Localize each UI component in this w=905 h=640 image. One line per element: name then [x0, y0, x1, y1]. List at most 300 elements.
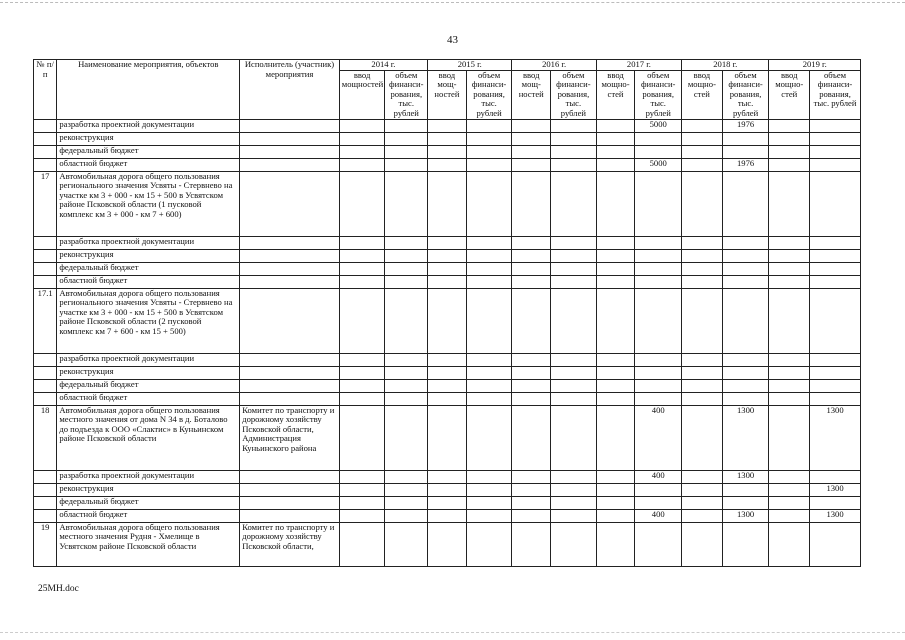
funding-cell [551, 522, 597, 566]
row-name: федеральный бюджет [57, 262, 240, 275]
funding-cell [551, 379, 597, 392]
header-funding: объем финанси-рования, тыс. рублей [551, 70, 597, 119]
funding-cell [551, 366, 597, 379]
capacity-cell [512, 236, 551, 249]
row-name: реконструкция [57, 249, 240, 262]
capacity-cell [682, 158, 723, 171]
funding-cell [551, 262, 597, 275]
row-number [34, 132, 57, 145]
funding-cell: 1300 [810, 483, 861, 496]
funding-cell [635, 236, 682, 249]
funding-cell: 1976 [722, 158, 769, 171]
row-executor: Комитет по транспорту и дорожному хозяйству Псковской области, Администрация Куньинского района [240, 405, 340, 470]
capacity-cell [769, 392, 810, 405]
capacity-cell [596, 119, 635, 132]
row-number [34, 470, 57, 483]
funding-cell: 5000 [635, 119, 682, 132]
capacity-cell [769, 171, 810, 236]
funding-cell [385, 249, 428, 262]
capacity-cell [339, 366, 385, 379]
capacity-cell [512, 379, 551, 392]
footer-filename: 25МН.doc [38, 584, 79, 594]
header-num: № п/п [34, 60, 57, 120]
capacity-cell [596, 353, 635, 366]
funding-cell: 1300 [810, 405, 861, 470]
row-number: 18 [34, 405, 57, 470]
capacity-cell [769, 405, 810, 470]
capacity-cell [769, 158, 810, 171]
funding-cell [385, 158, 428, 171]
capacity-cell [769, 509, 810, 522]
table-row [34, 379, 861, 392]
capacity-cell [428, 158, 467, 171]
table-row [34, 145, 861, 158]
capacity-cell [596, 288, 635, 353]
table-row [34, 275, 861, 288]
row-name: реконструкция [57, 483, 240, 496]
capacity-cell [682, 288, 723, 353]
funding-cell [551, 249, 597, 262]
funding-cell: 400 [635, 509, 682, 522]
row-name: федеральный бюджет [57, 496, 240, 509]
row-number [34, 236, 57, 249]
row-number [34, 379, 57, 392]
header-year: 2019 г. [769, 60, 861, 71]
funding-cell [810, 470, 861, 483]
capacity-cell [596, 158, 635, 171]
capacity-cell [428, 509, 467, 522]
row-number [34, 392, 57, 405]
funding-cell [551, 353, 597, 366]
capacity-cell [682, 483, 723, 496]
row-executor [240, 470, 340, 483]
funding-cell [722, 145, 769, 158]
funding-cell [466, 483, 512, 496]
funding-cell [722, 522, 769, 566]
row-number: 17 [34, 171, 57, 236]
row-name: разработка проектной документации [57, 119, 240, 132]
capacity-cell [596, 236, 635, 249]
funding-cell [722, 379, 769, 392]
capacity-cell [428, 262, 467, 275]
row-executor [240, 119, 340, 132]
row-name: федеральный бюджет [57, 379, 240, 392]
header-year: 2016 г. [512, 60, 596, 71]
capacity-cell [512, 249, 551, 262]
capacity-cell [512, 470, 551, 483]
funding-cell: 1976 [722, 119, 769, 132]
row-name: областной бюджет [57, 392, 240, 405]
table-row [34, 366, 861, 379]
funding-cell [385, 496, 428, 509]
capacity-cell [596, 275, 635, 288]
capacity-cell [596, 392, 635, 405]
funding-cell: 1300 [810, 509, 861, 522]
header-year: 2018 г. [682, 60, 769, 71]
funding-cell [385, 509, 428, 522]
capacity-cell [596, 405, 635, 470]
funding-cell [466, 158, 512, 171]
funding-cell [385, 470, 428, 483]
capacity-cell [596, 366, 635, 379]
capacity-cell [682, 496, 723, 509]
funding-cell [810, 366, 861, 379]
funding-cell [385, 522, 428, 566]
row-number [34, 496, 57, 509]
row-name: разработка проектной документации [57, 470, 240, 483]
capacity-cell [339, 288, 385, 353]
funding-cell [551, 119, 597, 132]
capacity-cell [682, 171, 723, 236]
header-funding: объем финанси-рования, тыс. рублей [722, 70, 769, 119]
table-row [34, 353, 861, 366]
capacity-cell [769, 288, 810, 353]
funding-cell [466, 275, 512, 288]
row-number: 17.1 [34, 288, 57, 353]
funding-cell [635, 392, 682, 405]
capacity-cell [769, 470, 810, 483]
capacity-cell [596, 145, 635, 158]
funding-cell [810, 145, 861, 158]
funding-cell [635, 132, 682, 145]
row-executor [240, 483, 340, 496]
capacity-cell [428, 470, 467, 483]
header-year: 2014 г. [339, 60, 427, 71]
capacity-cell [428, 379, 467, 392]
capacity-cell [339, 236, 385, 249]
funding-cell [551, 171, 597, 236]
funding-cell [466, 353, 512, 366]
capacity-cell [596, 483, 635, 496]
capacity-cell [428, 392, 467, 405]
table-row [34, 236, 861, 249]
funding-cell [466, 392, 512, 405]
capacity-cell [512, 132, 551, 145]
capacity-cell [682, 262, 723, 275]
row-executor [240, 275, 340, 288]
row-number [34, 366, 57, 379]
capacity-cell [596, 509, 635, 522]
funding-cell: 1300 [722, 509, 769, 522]
funding-cell [466, 288, 512, 353]
row-name: областной бюджет [57, 158, 240, 171]
row-number [34, 145, 57, 158]
capacity-cell [339, 249, 385, 262]
funding-cell [466, 262, 512, 275]
scan-edge-top [0, 2, 905, 3]
funding-cell [635, 353, 682, 366]
funding-cell [385, 171, 428, 236]
table-row [34, 132, 861, 145]
capacity-cell [339, 145, 385, 158]
row-executor [240, 288, 340, 353]
capacity-cell [769, 483, 810, 496]
capacity-cell [339, 353, 385, 366]
table-row [34, 405, 861, 470]
capacity-cell [682, 249, 723, 262]
capacity-cell [428, 353, 467, 366]
row-name: областной бюджет [57, 275, 240, 288]
funding-cell: 1300 [722, 405, 769, 470]
funding-cell [810, 275, 861, 288]
capacity-cell [339, 392, 385, 405]
funding-cell [635, 262, 682, 275]
capacity-cell [596, 496, 635, 509]
header-capacity: ввод мощ-ностей [512, 70, 551, 119]
capacity-cell [596, 262, 635, 275]
header-funding: объем финанси-рования, тыс. рублей [385, 70, 428, 119]
header-funding: объем финанси-рования, тыс. рублей [635, 70, 682, 119]
capacity-cell [339, 171, 385, 236]
funding-cell [385, 236, 428, 249]
row-executor [240, 262, 340, 275]
capacity-cell [512, 496, 551, 509]
row-name: Автомобильная дорога общего пользования местного значения от дома N 34 в д. Боталово до подъезда к ООО «Слактис» в Куньинском районе Псковской области [57, 405, 240, 470]
financing-table [33, 59, 861, 567]
capacity-cell [769, 522, 810, 566]
funding-cell [466, 379, 512, 392]
capacity-cell [339, 275, 385, 288]
funding-cell [810, 522, 861, 566]
funding-cell [385, 379, 428, 392]
funding-cell [385, 132, 428, 145]
funding-cell: 400 [635, 470, 682, 483]
capacity-cell [596, 522, 635, 566]
table-row [34, 522, 861, 566]
funding-cell [635, 249, 682, 262]
capacity-cell [769, 496, 810, 509]
row-name: Автомобильная дорога общего пользования местного значения Рудня - Хмелище в Усвятском районе Псковской области [57, 522, 240, 566]
funding-cell [551, 158, 597, 171]
funding-cell [722, 249, 769, 262]
row-name: реконструкция [57, 132, 240, 145]
capacity-cell [428, 275, 467, 288]
header-capacity: ввод мощностей [339, 70, 385, 119]
header-capacity: ввод мощно-стей [682, 70, 723, 119]
row-name: федеральный бюджет [57, 145, 240, 158]
row-number [34, 509, 57, 522]
funding-cell [635, 288, 682, 353]
funding-cell [466, 470, 512, 483]
capacity-cell [682, 366, 723, 379]
capacity-cell [339, 522, 385, 566]
funding-cell [722, 353, 769, 366]
header-capacity: ввод мощно-стей [596, 70, 635, 119]
row-name: областной бюджет [57, 509, 240, 522]
capacity-cell [596, 470, 635, 483]
capacity-cell [428, 522, 467, 566]
capacity-cell [339, 509, 385, 522]
row-name: реконструкция [57, 366, 240, 379]
capacity-cell [428, 132, 467, 145]
row-name: Автомобильная дорога общего пользования регионального значения Усвяты - Стервнево на участке км 3 + 000 - км 15 + 500 в Усвятском районе Псковской области (1 пусковой комплекс км 3 + 000 - км 7 + 600) [57, 171, 240, 236]
table-row [34, 496, 861, 509]
capacity-cell [339, 496, 385, 509]
funding-cell [722, 288, 769, 353]
capacity-cell [682, 275, 723, 288]
capacity-cell [339, 470, 385, 483]
capacity-cell [769, 275, 810, 288]
capacity-cell [512, 288, 551, 353]
capacity-cell [769, 236, 810, 249]
row-number [34, 249, 57, 262]
row-number [34, 483, 57, 496]
table-row [34, 158, 861, 171]
row-executor [240, 132, 340, 145]
capacity-cell [512, 158, 551, 171]
funding-cell [635, 522, 682, 566]
capacity-cell [596, 379, 635, 392]
funding-cell [466, 236, 512, 249]
funding-cell [722, 366, 769, 379]
capacity-cell [596, 249, 635, 262]
header-executor: Исполнитель (участник) мероприятия [240, 60, 340, 120]
capacity-cell [428, 405, 467, 470]
funding-cell [810, 392, 861, 405]
funding-cell [810, 132, 861, 145]
capacity-cell [339, 379, 385, 392]
header-funding: объем финанси-рования, тыс. рублей [466, 70, 512, 119]
capacity-cell [682, 353, 723, 366]
row-executor [240, 158, 340, 171]
capacity-cell [339, 262, 385, 275]
funding-cell [635, 366, 682, 379]
funding-cell [466, 366, 512, 379]
row-number: 19 [34, 522, 57, 566]
funding-cell [551, 288, 597, 353]
row-executor [240, 392, 340, 405]
funding-cell [551, 405, 597, 470]
funding-cell [635, 379, 682, 392]
capacity-cell [339, 158, 385, 171]
header-row-years [34, 60, 861, 71]
capacity-cell [512, 392, 551, 405]
row-name: разработка проектной документации [57, 236, 240, 249]
capacity-cell [428, 288, 467, 353]
funding-cell [722, 171, 769, 236]
capacity-cell [769, 119, 810, 132]
capacity-cell [769, 249, 810, 262]
capacity-cell [682, 392, 723, 405]
funding-cell [385, 405, 428, 470]
capacity-cell [769, 132, 810, 145]
capacity-cell [682, 236, 723, 249]
funding-cell [385, 119, 428, 132]
capacity-cell [428, 236, 467, 249]
capacity-cell [682, 522, 723, 566]
capacity-cell [428, 119, 467, 132]
funding-cell [635, 275, 682, 288]
funding-cell [466, 171, 512, 236]
funding-cell [635, 145, 682, 158]
funding-cell [385, 483, 428, 496]
capacity-cell [512, 405, 551, 470]
row-executor [240, 496, 340, 509]
funding-cell: 5000 [635, 158, 682, 171]
table-row [34, 262, 861, 275]
row-executor [240, 353, 340, 366]
funding-cell [551, 236, 597, 249]
table-row [34, 249, 861, 262]
capacity-cell [339, 483, 385, 496]
funding-cell [466, 249, 512, 262]
funding-cell [385, 262, 428, 275]
funding-cell [810, 262, 861, 275]
funding-cell [466, 405, 512, 470]
capacity-cell [596, 132, 635, 145]
table-row [34, 171, 861, 236]
capacity-cell [512, 483, 551, 496]
funding-cell [810, 379, 861, 392]
capacity-cell [682, 470, 723, 483]
funding-cell [722, 275, 769, 288]
header-year: 2017 г. [596, 60, 681, 71]
capacity-cell [512, 522, 551, 566]
capacity-cell [682, 379, 723, 392]
header-capacity: ввод мощно-стей [769, 70, 810, 119]
capacity-cell [512, 262, 551, 275]
capacity-cell [512, 145, 551, 158]
table-row [34, 470, 861, 483]
row-number [34, 275, 57, 288]
funding-cell [466, 119, 512, 132]
funding-cell [810, 249, 861, 262]
capacity-cell [682, 509, 723, 522]
capacity-cell [512, 171, 551, 236]
funding-cell [551, 275, 597, 288]
header-year: 2015 г. [428, 60, 512, 71]
table-row [34, 119, 861, 132]
row-name: Автомобильная дорога общего пользования регионального значения Усвяты - Стервнево на участке км 3 + 000 - км 15 + 500 в Усвятском районе Псковской области (2 пусковой комплекс км 7 + 600 - км 15 + 500) [57, 288, 240, 353]
capacity-cell [339, 119, 385, 132]
row-executor [240, 366, 340, 379]
capacity-cell [596, 171, 635, 236]
funding-cell [466, 145, 512, 158]
capacity-cell [769, 262, 810, 275]
funding-cell: 1300 [722, 470, 769, 483]
funding-cell [635, 496, 682, 509]
header-capacity: ввод мощ-ностей [428, 70, 467, 119]
funding-cell [385, 353, 428, 366]
row-name: разработка проектной документации [57, 353, 240, 366]
funding-cell [385, 275, 428, 288]
row-number [34, 353, 57, 366]
funding-cell [551, 392, 597, 405]
funding-cell [551, 132, 597, 145]
funding-cell [635, 171, 682, 236]
row-executor [240, 379, 340, 392]
row-executor: Комитет по транспорту и дорожному хозяйству Псковской области, [240, 522, 340, 566]
table-row [34, 483, 861, 496]
funding-cell [385, 392, 428, 405]
funding-cell [385, 366, 428, 379]
capacity-cell [512, 353, 551, 366]
capacity-cell [428, 249, 467, 262]
capacity-cell [512, 275, 551, 288]
capacity-cell [769, 366, 810, 379]
funding-cell [810, 158, 861, 171]
capacity-cell [428, 366, 467, 379]
row-executor [240, 236, 340, 249]
table-body [34, 119, 861, 566]
funding-cell [551, 470, 597, 483]
capacity-cell [769, 145, 810, 158]
funding-cell [635, 483, 682, 496]
funding-cell [810, 171, 861, 236]
scan-edge-bottom [0, 632, 905, 633]
funding-cell [385, 288, 428, 353]
funding-cell [722, 496, 769, 509]
